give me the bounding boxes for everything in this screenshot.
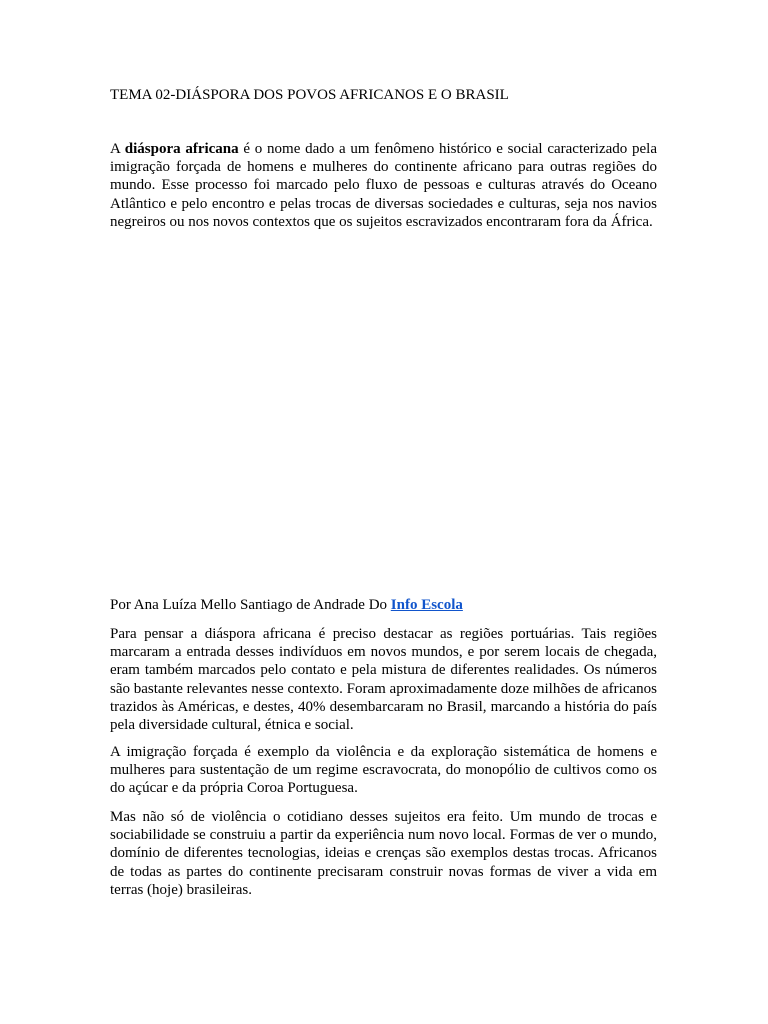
- intro-rest: é o nome dado a um fenômeno histórico e social caracterizado pela imigração forçada de homens e mulheres do continente africano para outras regiões do mundo. Esse processo foi marcado pelo fluxo de pessoas e culturas através do Oceano Atlântico e pelo encontro e pelas trocas de diversas sociedades e culturas, seja nos navios negreiros ou nos novos contextos que os sujeitos escravizados encontraram fora da África.: [110, 141, 657, 230]
- trade-paragraph: Mas não só de violência o cotidiano desses sujeitos era feito. Um mundo de trocas e sociabilidade se construiu a partir da experiência num novo local. Formas de ver o mundo, domínio de diferentes tecnologias, ideias e crenças são exemplos destas trocas. Africanos de todas as partes do continente precisaram construir novas formas de viver a vida em terras (hoje) brasileiras.: [110, 809, 657, 898]
- violence-paragraph: A imigração forçada é exemplo da violência e da exploração sistemática de homens e mulheres para sustentação de um regime escravocrata, do monopólio de cultivos como os do açúcar e da própria Coroa Portuguesa.: [110, 744, 657, 797]
- info-escola-link[interactable]: Info Escola: [390, 597, 463, 613]
- byline: [110, 596, 657, 614]
- byline-text: Por Ana Luíza Mello Santiago de Andrade Do: [110, 597, 391, 613]
- document-title: TEMA 02-DIÁSPORA DOS POVOS AFRICANOS E O BRASIL: [110, 87, 509, 103]
- ports-paragraph: Para pensar a diáspora africana é preciso destacar as regiões portuárias. Tais regiões marcaram a entrada desses indivíduos em novos mundos, e por serem locais de chegada, eram também marcados pelo contato e pela mistura de diferentes realidades. Os números são bastante relevantes nesse contexto. Foram aproximadamente doze milhões de africanos trazidos às Américas, e destes, 40% desembarcaram no Brasil, marcando a história do país pela diversidade cultural, étnica e social.: [110, 626, 657, 734]
- intro-bold-term: diáspora africana: [124, 141, 239, 157]
- intro-lead: A: [110, 141, 125, 157]
- intro-paragraph: [110, 140, 657, 231]
